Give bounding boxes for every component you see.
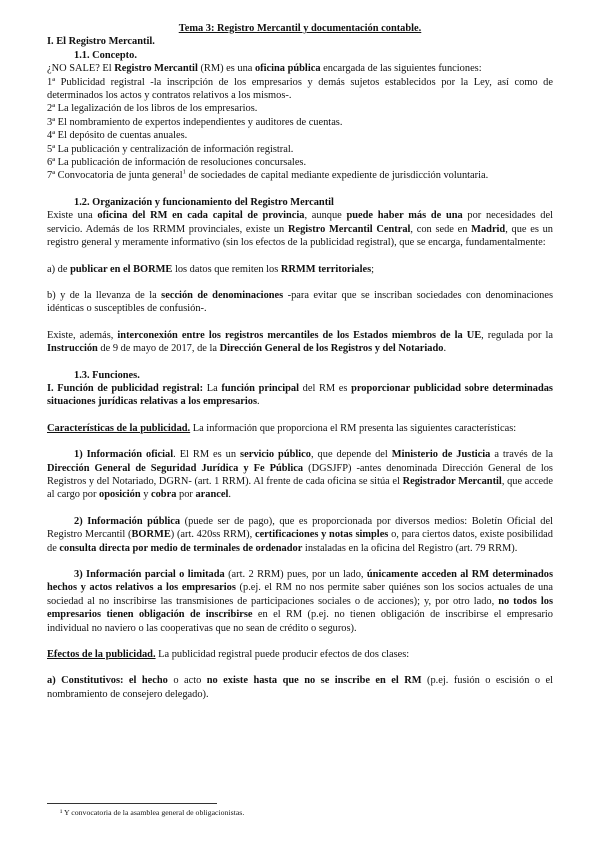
document-title: Tema 3: Registro Mercantil y documentación contable. [178, 23, 422, 34]
list-item: 7ª Convocatoria de junta general$^1$ de sociedades de capital mediante expediente de jurisdicción voluntaria. [47, 169, 489, 182]
characteristic-2: 2) Información pública (puede ser de pago), que es proporcionada por diversos medios: Boletín Oficial del Registro Mercantil (BORME) (art. 420ss RRM), certificaciones y notas simples o, para ciertos datos, existe posibilidad de consulta directa por medio de terminales de ordenador instaladas en la oficina del Registro (art. 79 RRM). [47, 515, 553, 554]
concept-paragraph: ¿NO SALE? El Registro Mercantil (RM) es una oficina pública encargada de las siguientes funciones: [47, 63, 482, 75]
subsection-heading-1-2: 1.2. Organización y funcionamiento del Registro Mercantil [74, 196, 334, 208]
characteristic-1: 1) Información oficial. El RM es un servicio público, que depende del Ministerio de Justicia a través de la Dirección General de Seguridad Jurídica y Fe Pública (DGSJFP) -antes denominada Dirección General de los Registros y del Notariado, DGRN- (art. 1 RRM). Al frente de cada oficina se sitúa el Registrador Mercantil, que accede al cargo por oposición y cobra por arancel. [47, 449, 553, 501]
subsection-heading-1-1: 1.1. Concepto. [74, 49, 137, 61]
organization-paragraph: Existe una oficina del RM en cada capital de provincia, aunque puede haber más de una por necesidades del servicio. Además de los RRMM provinciales, existe un Registro Mercantil Central, con sede en Madrid, que es un registro general y meramente informativo (sin los efectos de la publicidad registral), que se encarga, fundamentalmente: [47, 210, 554, 249]
footnote-marker: 1 [182, 169, 186, 176]
list-item: 5ª La publicación y centralización de información registral. [47, 143, 294, 155]
function-paragraph: I. Función de publicidad registral: La función principal del RM es proporcionar publicidad sobre determinadas situaciones jurídicas relativas a los empresarios. [47, 382, 553, 408]
list-item: 6ª La publicación de información de resoluciones concursales. [47, 157, 307, 169]
list-item: 3ª El nombramiento de expertos independientes y auditores de cuentas. [47, 116, 343, 128]
section-heading-1: I. El Registro Mercantil. [47, 36, 155, 48]
characteristic-3: 3) Información parcial o limitada (art. 2 RRM) pues, por un lado, únicamente acceden al RM determinados hechos y actos relativos a los empresarios (p.ej. el RM no nos permite saber quiénes son los socios actuales de una sociedad al no inscribirse las transmisiones de participaciones sociales o de acciones); y, por otro lado, no todos los empresarios tienen obligación de inscribirse en el RM (p.ej. no tienen obligación de inscribirse el empresario individual no naviero o las cooperativas que no sean de crédito o seguros). [47, 569, 553, 634]
organization-item-b: b) y de la llevanza de la sección de denominaciones -para evitar que se inscriban sociedades con denominaciones idénticas o susceptibles de confusión-. [47, 289, 553, 315]
footnote: ¹ Y convocatoria de la asamblea general de obligacionistas. [60, 808, 245, 817]
functions-list [47, 76, 553, 183]
effects-paragraph: Efectos de la publicidad. La publicidad registral puede producir efectos de dos clases: [47, 649, 410, 661]
list-item: 1ª Publicidad registral -la inscripción de los empresarios y demás sujetos establecidos por la Ley, así como de determinados los actos y contratos relativos a los mismos-. [47, 76, 553, 102]
effect-a: a) Constitutivos: el hecho o acto no existe hasta que no se inscribe en el RM (p.ej. fusión o escisión o el nombramiento de consejero delegado). [47, 675, 554, 700]
organization-item-a: a) de publicar en el BORME los datos que remiten los RRMM territoriales; [47, 263, 375, 275]
list-item: 2ª La legalización de los libros de los empresarios. [47, 103, 258, 115]
interconnection-paragraph: Existe, además, interconexión entre los registros mercantiles de los Estados miembros de la UE, regulada por la Instrucción de 9 de mayo de 2017, de la Dirección General de los Registros y del Notariado. [47, 329, 553, 355]
footnote-divider [47, 803, 217, 804]
subsection-heading-1-3: 1.3. Funciones. [74, 369, 140, 381]
document-page [47, 22, 553, 701]
list-item: 4ª El depósito de cuentas anuales. [47, 130, 188, 142]
characteristics-paragraph: Características de la publicidad. La información que proporciona el RM presenta las siguientes características: [47, 422, 517, 434]
